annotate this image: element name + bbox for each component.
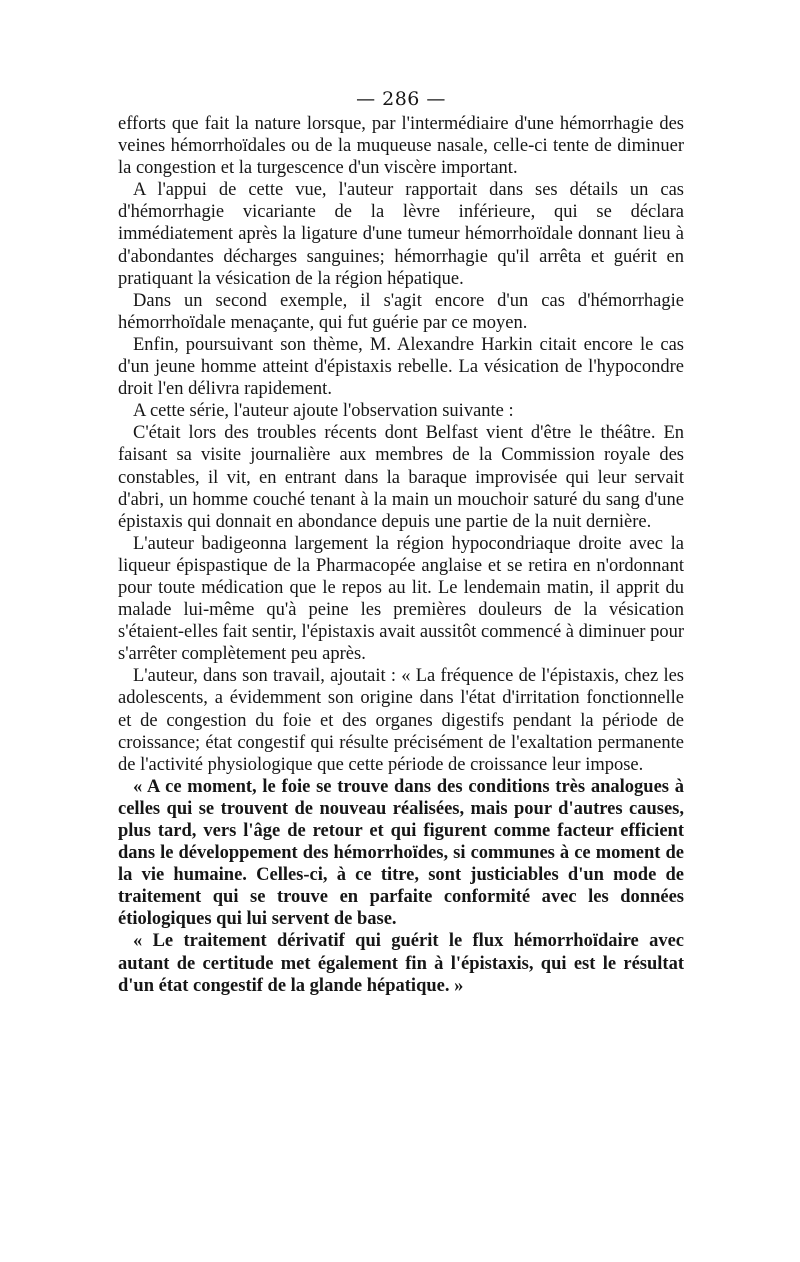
paragraph-2: A l'appui de cette vue, l'auteur rapportait dans ses détails un cas d'hémorrhagie vicariante de la lèvre inférieure, qui se déclara immédiatement après la ligature d'une tumeur hémorrhoïdale donnant lieu à d'abondantes décharges sanguines; hémorrhagie qu'il arrêta et guérit en pratiquant la vésication de la région hépatique. [118, 180, 684, 289]
paragraph-6: C'était lors des troubles récents dont Belfast vient d'être le théâtre. En faisant sa visite journalière aux membres de la Commission royale des constables, il vit, en entrant dans la baraque improvisée qui leur servait d'abri, un homme couché tenant à la main un mouchoir saturé du sang d'une épistaxis qui donnait en abondance depuis une partie de la nuit dernière. [118, 423, 684, 532]
paragraph-1: efforts que fait la nature lorsque, par l'intermédiaire d'une hémorrhagie des veines hémorrhoïdales ou de la muqueuse nasale, celle-ci tente de diminuer la congestion et la turgescence d'un viscère important. [118, 114, 684, 179]
paragraph-4: Enfin, poursuivant son thème, M. Alexandre Harkin citait encore le cas d'un jeune homme atteint d'épistaxis rebelle. La vésication de l'hypocondre droit l'en délivra rapidement. [118, 334, 684, 400]
page-number: — 286 — [356, 88, 446, 110]
paragraph-9: « A ce moment, le foie se trouve dans des conditions très analogues à celles qui se trouvent de nouveau réalisées, mais pour d'autres causes, plus tard, vers l'âge de retour et qui figurent comme facteur efficient dans le développement des hémorrhoïdes, si communes à ce moment de la vie humaine. Celles-ci, à ce titre, sont justiciables d'un mode de traitement qui se trouve en parfaite conformité avec les données étiologiques qui lui servent de base. [118, 776, 684, 930]
paragraph-8: L'auteur, dans son travail, ajoutait : « La fréquence de l'épistaxis, chez les adolescents, a évidemment son origine dans l'état d'irritation fonctionnelle et de congestion du foie et des organes digestifs pendant la période de croissance; état congestif qui résulte précisément de l'exaltation permanente de l'activité physiologique que cette période de croissance leur impose. [118, 666, 684, 775]
paragraph-5: A cette série, l'auteur ajoute l'observation suivante : [133, 401, 514, 422]
paragraph-10: « Le traitement dérivatif qui guérit le flux hémorrhoïdaire avec autant de certitude met également fin à l'épistaxis, qui est le résultat d'un état congestif de la glande hépatique. » [118, 931, 684, 996]
paragraph-7: L'auteur badigeonna largement la région hypocondriaque droite avec la liqueur épispastique de la Pharmacopée anglaise et se retira en n'ordonnant pour toute médication que le repos au lit. Le lendemain matin, il apprit du malade lui-même qu'à peine les premières douleurs de la vésication s'étaient-elles fait sentir, l'épistaxis avait aussitôt commencé à diminuer pour s'arrêter complètement peu après. [118, 533, 684, 665]
page-body [118, 113, 684, 997]
book-page [118, 88, 684, 997]
paragraph-3: Dans un second exemple, il s'agit encore d'un cas d'hémorrhagie hémorrhoïdale menaçante, qui fut guérie par ce moyen. [118, 290, 684, 333]
